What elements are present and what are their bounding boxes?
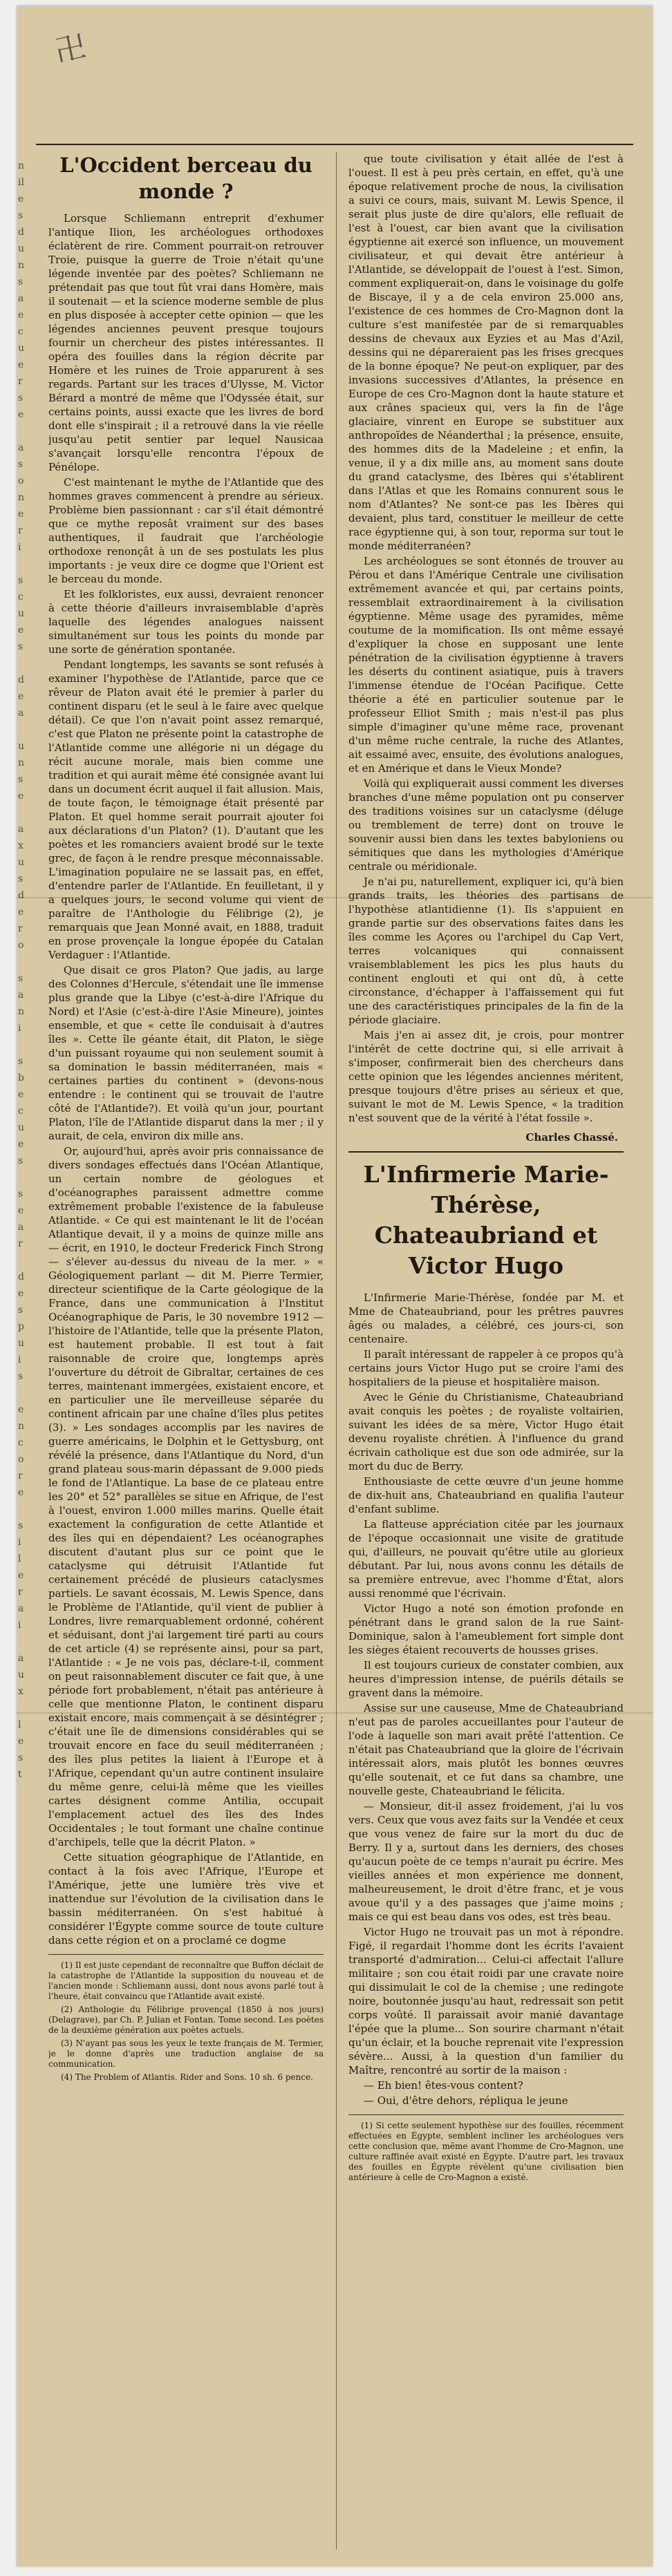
margin-fragment-char: e [18,1089,24,1100]
margin-fragment-char [18,721,44,738]
margin-fragment-char: x [18,1686,24,1697]
margin-fragment-char: e [18,1404,24,1415]
column-separator [336,152,337,2550]
footnote: (1) Il est juste cependant de reconnaître que Buffon déclait de la catastrophe de l'Atlantide la supposition du nouveau et de l'ancien monde : Schliemann aussi, dont nous avons parlé tout à l'heure, était convaincu que l'Atlantide avait existé. [48,1960,324,2001]
article-paragraph: Lorsque Schliemann entreprit d'exhumer l'antique Ilion, les archéologues orthodoxes éclatèrent de rire. Comment pourrait-on retrouver Troie, puisque la guerre de Troie n'était qu'une légende inventée par des poètes? Schliemann ne prétendait pas que tout fût vrai dans Homère, mais il soutenait — et la science moderne semble de plus en plus disposée à accepter cette opinion — que les légendes anciennes peuvent presque toujours fournir un chercheur des pistes intéressantes. Il opéra des fouilles dans la région décrite par Homère et les ruines de Troie apparurent à ses regards. Partant sur les traces d'Ulysse, M. Victor Bérard a montré de même que l'Odyssée était, sur certains points, aussi exacte que les livres de bord dont elle s'inspirait ; il a retrouvé dans la vie réelle jusqu'au petit sentier par lequel Nausicaa s'avançait lorsqu'elle rencontra l'époux de Pénélope. [48,212,324,473]
article-paragraph: Assise sur une causeuse, Mme de Chateaubriand n'eut pas de paroles accueillantes pour l'auteur de l'ode à laquelle son mari avait prêté l'attention. Ce n'était pas Chateaubriand que la gloire de l'écrivain intéressait alors, mais plutôt les bonnes œuvres qu'elle soutenait, et ce fut dans sa chambre, une nouvelle geste, Chateaubriand le félicita. [348,1702,624,1797]
margin-fragment-char: il [18,177,24,188]
margin-fragment-char: u [18,1122,25,1133]
article-paragraph: Enthousiaste de cette œuvre d'un jeune homme de dix-huit ans, Chateaubriand en qualifia l'auteur d'enfant sublime. [348,1475,624,1515]
margin-fragment-char: x [18,840,24,851]
margin-fragment-char: c [18,591,24,603]
torn-margin-fragment [18,158,44,1954]
margin-fragment-char: u [18,243,25,254]
margin-fragment-char: c [18,1437,24,1448]
article-paragraph: Victor Hugo a noté son émotion profonde en pénétrant dans le grand salon de la rue Saint-Dominique, salon à l'ameublement fort simple dont les sièges étaient recouverts de housses grises. [348,1602,624,1656]
margin-fragment-char: o [18,475,24,486]
margin-fragment-char [18,1169,44,1186]
margin-fragment-char: e [18,359,24,370]
article-paragraph: que toute civilisation y était allée de l'est à l'ouest. Il est à peu près certain, en effet, qu'à une époque relativement proche de nous, la civilisation a suivi ce cours, mais, suivant M. Lewis Spence, il serait plus juste de dire qu'alors, elle refluait de l'est à l'ouest, car bien avant que la civilisation égyptienne ait exercé son influence, un mouvement civilisateur, et qui devait être antérieur à l'Atlantide, se développait de l'ouest à l'est. Simon, comment expliquerait-on, dans le voisinage du golfe de Biscaye, il y a de cela environ 25.000 ans, l'existence de ces hommes de Cro-Magnon dont la culture s'est manifestée par de si remarquables dessins de chevaux aux Eyzies et au Mas d'Azil, dessins qui ne dépareraient pas les frises grecques de la bonne époque? Ne peut-on expliquer, par des invasions successives d'Atlantes, la présence en Europe de ces Cro-Magnon dont la haute stature et aux crânes spacieux qui, vers la fin de l'âge glaciaire, vinrent en Europe se substituer aux anthropoïdes de Néanderthal ; la présence, ensuite, des hommes dits de la Madeleine ; et enfin, la venue, il y a dix mille ans, au moment sans doute du grand cataclysme, des Ibères qui s'établirent dans l'Atlas et que les Romains connurent sous le nom d'Atlantes? Ne sont-ce pas les Ibères qui devaient, plus tard, constituer le meilleur de cette race égyptienne qui, à son tour, reporma sur tout le monde méditerranéen? [348,153,624,552]
top-rule [36,144,633,145]
article-paragraph: Voilà qui expliquerait aussi comment les diverses branches d'une même population ont pu conserver des traditions voisines sur un cataclysme (déluge ou tremblement de terre) dont on trouve le souvenir aussi bien dans les textes babyloniens ou sémitiques que dans les mythologies d'Amérique centrale ou méridionale. [348,777,624,873]
article-paragraph: — Eh bien! êtes-vous content? [364,2079,523,2092]
margin-fragment-char: a [18,708,24,719]
article-paragraph: Et les folkloristes, eux aussi, devraient renoncer à cette théorie d'ailleurs invraisemblable d'après laquelle des légendes analogues naissent simultanément sur tous les points du monde par une sorte de génération spontanée. [48,588,324,656]
margin-fragment-char: e [18,1205,24,1216]
article-title: L'Infirmerie Marie-Thérèse, Chateaubriand et Victor Hugo [363,1161,609,1279]
margin-fragment-char: d [18,890,24,901]
margin-fragment-char [18,1700,44,1716]
margin-fragment-char: n [18,160,25,171]
margin-fragment-char: a [18,824,24,835]
margin-fragment-char: n [18,492,25,503]
margin-fragment-char: i [18,542,21,553]
margin-fragment-char: e [18,790,24,802]
margin-fragment-char: r [18,1470,23,1481]
margin-fragment-char: n [18,757,25,768]
margin-fragment-char: a [18,293,24,304]
article-paragraph: Avec le Génie du Christianisme, Chateaubriand avait conquis les poètes ; de royaliste voltairien, suivant les idées de sa mère, Victor Hugo était devenu royaliste chrétien. À l'influence du grand écrivain catholique est due son ode admirée, sur la mort du duc de Berry. [348,1391,624,1472]
margin-fragment-char: s [18,1056,24,1067]
article-paragraph: Les archéologues se sont étonnés de trouver au Pérou et dans l'Amérique Centrale une civilisation extrêmement avancée et qui, par certains points, ressemblait extraordinairement à la civilisation égyptienne. Même usage des pyramides, même coutume de la momification. Ils ont même essayé d'expliquer la chose en supposant une lente pénétration de la civilisation égyptienne à travers les déserts du continent asiatique, puis à travers l'immense étendue de l'Océan Pacifique. Cette théorie a été en particulier soutenue par le professeur Elliot Smith ; mais n'est-il pas plus simple d'imaginer qu'une même race, provenant d'un même ruche centrale, la ruche des Atlantes, ait essaimé avec, ensuite, des évolutions analogues, et en Amérique et dans le Vieux Monde? [348,555,624,775]
margin-fragment-char: e [18,907,24,918]
article-paragraph: La flatteuse appréciation citée par les journaux de l'époque occasionnait une visite de gratitude qui, d'ailleurs, ne pouvait qu'être utile au glorieux débutant. Par lui, nous avons connu les détails de sa première entrevue, avec l'homme d'État, alors aussi renommé que l'écrivain. [348,1518,624,1600]
margin-fragment-char [18,1385,44,1401]
left-column [48,152,324,2474]
margin-fragment-char: r [18,525,23,536]
margin-fragment-char: a [18,1653,24,1664]
newspaper-clipping [17,6,653,2566]
margin-fragment-char: u [18,608,25,619]
margin-fragment-char: s [18,973,24,984]
margin-fragment-char: s [18,774,24,785]
margin-fragment-char: d [18,1271,24,1282]
margin-fragment-char: n [18,260,25,271]
margin-fragment-char [18,556,44,572]
margin-fragment-char: i [18,1023,21,1034]
margin-fragment-char: a [18,442,24,453]
margin-fragment-char: i [18,1354,21,1365]
margin-fragment-char: e [18,1736,24,1747]
margin-fragment-char [18,1501,44,1517]
margin-fragment-char: s [18,575,24,586]
footnote: (4) The Problem of Atlantis. Rider and Sons. 10 sh. 6 pence. [61,2072,313,2082]
margin-fragment-char: i [18,1537,21,1548]
margin-fragment-char: e [18,1288,24,1299]
article-paragraph: Victor Hugo ne trouvait pas un mot à répondre. Figé, il regardait l'homme dont les écrits l'avaient transporté d'admiration... Celui-ci affectait l'allure militaire ; son cou était roidi par une cravate noire qui dissimulait le col de la chemise ; une redingote noire, boutonnée jusqu'au haut, redressait son petit corps voûté. Il paraissait avoir manié davantage l'épée que la plume... Son sourire charmant n'était qu'un éclair, et la bouche reprenait vite l'expression sévère... Aussi, à la question d'un familier du Maître, rencontré au sortir de la maison : [348,1926,624,2076]
article-paragraph: C'est maintenant le mythe de l'Atlantide que des hommes graves commencent à prendre au sérieux. Problème bien passionnant : car s'il était démontré que ce mythe reposât vraiment sur des bases authentiques, il faudrait que l'archéologie orthodoxe renonçât à un de ses postulats les plus importants : je veux dire ce dogme que l'Orient est le berceau du monde. [48,476,324,585]
author-signature: Charles Chassé. [525,1131,618,1144]
right-column [348,152,624,2550]
article-title: L'Occident berceau du monde ? [59,153,312,203]
margin-fragment-char: a [18,989,24,1001]
margin-fragment-char [18,423,44,439]
margin-fragment-char [18,954,44,970]
footnote: (2) Anthologie du Félibrige provençal (1850 à nos jours) (Delagrave), par Ch. P. Julian et Fontan. Tome second. Les poètes de la deuxième génération aux poètes actuels. [48,2005,324,2035]
margin-fragment-char [18,1252,44,1269]
margin-fragment-char: u [18,1669,25,1680]
margin-fragment-char: c [18,1106,24,1117]
article-paragraph: Il est toujours curieux de constater combien, aux heures d'impression intense, de puérils détails se gravent dans la mémoire. [348,1659,624,1699]
margin-fragment-char [18,1633,44,1650]
footnotes [348,2114,624,2183]
margin-fragment-char: n [18,1421,25,1432]
margin-fragment-char: s [18,1520,24,1531]
margin-fragment-char: a [18,1222,24,1233]
margin-fragment-char: s [18,1305,24,1316]
margin-fragment-char: e [18,509,24,520]
margin-fragment-char: n [18,1006,25,1017]
margin-fragment-char: r [18,376,23,387]
margin-fragment-char: p [18,1321,24,1332]
article-paragraph: Que disait ce gros Platon? Que jadis, au large des Colonnes d'Hercule, s'étendait une île immense plus grande que la Libye (c'est-à-dire l'Afrique du Nord) et l'Asie (c'est-à-dire l'Asie Mineure), jointes ensemble, et que « cette île conduisait à d'autres îles ». Cette île géante était, dit Platon, le siège d'un puissant royaume qui non seulement soumit à sa domination le bassin méditerranéen, mais « certaines parties du continent » (devons-nous entendre : le continent qui se trouvait de l'autre côté de l'Atlantide?). Et voilà qu'un jour, pourtant Platon, l'île de l'Atlantide disparut dans la mer ; il y aurait, de cela, environ dix mille ans. [48,964,324,1142]
margin-fragment-char: e [18,1570,24,1581]
margin-fragment-char: r [18,1587,23,1598]
margin-fragment-char: d [18,674,24,685]
margin-fragment-char: s [18,873,24,884]
margin-fragment-char: e [18,691,24,702]
margin-fragment-char: l [18,1553,21,1564]
margin-fragment-char: s [18,276,24,287]
margin-fragment-char: c [18,326,24,337]
margin-fragment-char: s [18,210,24,221]
margin-fragment-char: s [18,1752,24,1763]
margin-fragment-char: e [18,193,24,205]
margin-fragment-char: i [18,1620,21,1631]
footnotes [48,1954,324,2083]
margin-fragment-char: u [18,343,25,354]
margin-fragment-char: u [18,1338,25,1349]
article-paragraph: — Monsieur, dit-il assez froidement, j'ai lu vos vers. Ceux que vous avez faits sur la Vendée et ceux que vous venez de faire sur la mort du duc de Berry. Il y a, surtout dans les derniers, des choses qu'aucun poète de ce temps n'aurait pu écrire. Mes vieilles années et mon expérience me donnent, malheureusement, le droit d'être franc, et je vous avoue qu'il y a des passages que j'aime moins ; mais ce qui est beau dans vos odes, est très beau. [348,1800,624,1923]
article-paragraph: — Oui, d'être dehors, répliqua le jeune [364,2094,568,2107]
margin-fragment-char: t [18,1769,22,1780]
margin-fragment-char: a [18,1603,24,1614]
margin-fragment-char: e [18,1487,24,1498]
handwritten-mark: 卍 [52,28,89,70]
margin-fragment-char: e [18,409,24,420]
margin-fragment-char: o [18,1454,24,1465]
article-paragraph: Cette situation géographique de l'Atlantide, en contact à la fois avec l'Afrique, l'Europe et l'Amérique, jette une lumière très vive et inattendue sur l'évolution de la civilisation dans le bassin méditerranéen. On s'est habitué à considérer l'Égypte comme source de toute culture dans cette région et on a proclamé ce dogme [48,1851,324,1947]
article-paragraph: Or, aujourd'hui, après avoir pris connaissance de divers sondages effectués dans l'Océan Atlantique, un certain nombre de géologues et d'océanographes paraissent admettre comme extrêmement probable l'existence de la fabuleuse Atlantide. « Ce qui est maintenant le lit de l'océan Atlantique devait, il y a moins de quinze mille ans — écrit, en 1910, le docteur Frederick Finch Strong — s'élever au-dessus du niveau de la mer. » « Géologiquement parlant — dit M. Pierre Termier, directeur scientifique de la Carte géologique de la France, dans une communication à l'Institut Océanographique de Paris, le 30 novembre 1912 — l'histoire de l'Atlantide, telle que la présente Platon, est hautement probable. Il est tout à fait raisonnable de croire que, longtemps après l'ouverture du détroit de Gibraltar, certaines de ces terres, maintenant immergées, existaient encore, et en particulier une île merveilleuse séparée du continent africain par une chaîne d'îles plus petites (3). » Les sondages accomplis par les navires de guerre américains, le Dolphin et le Gettysburg, ont révélé la présence, dans l'Atlantique du Nord, d'un grand plateau sous-marin dépassant de 9.000 pieds le fond de l'Atlantique. La base de ce plateau entre les 20° et 52° parallèles se situe en Afrique, de l'est à l'ouest, environ 1.000 milles marins. Quelle était exactement la configuration de cette Atlantide et des îles qui en dépendaient? Les océanographes discutent d'autant plus sur ce point que le cataclysme qui détruisit l'Atlantide fut certainement précédé de plusieurs cataclysmes partiels. Le savant écossais, M. Lewis Spence, dans le Problème de l'Atlantide, qu'il vient de publier à Londres, livre remarquablement ordonné, cohérent et séduisant, dont j'ai largement tiré parti au cours de cet article (4) se représente ainsi, pour sa part, l'Atlantide : « Je ne vois pas, déclare-t-il, comment on peut raisonnablement discuter ce fait que, à une période fort probablement, n'était pas antérieure à celle que mentionne Platon, le continent disparu existait encore, mais commençait à se désintégrer ; c'était une île de dimensions considérables qui se trouvait encore en face du seuil méditerranéen ; des îles plus petites la liaient à l'Europe et à l'Afrique, cependant qu'un autre continent insulaire du même genre, celui-là même que les vieilles cartes désignent comme Antilia, occupait l'emplacement actuel des îles des Indes Occidentales ; le tout formant une chaîne continue d'archipels, telle que la décrit Platon. » [48,1145,324,1848]
article-paragraph: Pendant longtemps, les savants se sont refusés à examiner l'hypothèse de l'Atlantide, parce que ce rêveur de Platon avait été le premier à parler du continent disparu (et le seul à le faire avec quelque détail). Ce que l'on n'avait point assez remarqué, c'est que Platon ne présente point la catastrophe de l'Atlantide comme une allégorie ni un dégage du récit aucune morale, mais bien comme une tradition et qui aurait même été consignée avant lui dans un document écrit auquel il fait allusion. Mais, de toute façon, le témoignage était présenté par Platon. Et quel homme serait pourrait ajouter foi aux déclarations d'un Platon? (1). D'autant que les poètes et les romanciers avaient brodé sur le texte grec, de façon à le rendre presque méconnaissable. L'imagination populaire ne se lassait pas, en effet, d'entendre parler de l'Atlantide. En feuilletant, il y a quelques jours, le second volume qui vient de paraître de l'Anthologie du Félibrige (2), je remarquais que Jean Monné avait, en 1888, traduit en prose provençale la longue épopée du Catalan Verdaguer : l'Atlantide. [48,659,324,961]
article-divider [348,1151,624,1153]
margin-fragment-char: o [18,940,24,951]
margin-fragment-char: e [18,310,24,321]
margin-fragment-char: l [18,1719,21,1730]
margin-fragment-char: s [18,459,24,470]
margin-fragment-char [18,655,44,672]
article-paragraph: Il paraît intéressant de rappeler à ce propos qu'à certains jours Victor Hugo put se croire l'ami des hospitaliers de la pieuse et hospitalière maison. [348,1348,624,1388]
margin-fragment-char: s [18,641,24,652]
footnote: (1) Si cette seulement hypothèse sur des fouilles, récemment effectuées en Égypte, semblent incliner les archéologues vers cette conclusion que, même avant l'homme de Cro-Magnon, une culture raffinée avait existé en Égypte. D'autre part, les travaux des fouilles en Égypte révèlent qu'une civilisation bien antérieure à celle de Cro-Magnon a existé. [348,2121,624,2182]
margin-fragment-char [18,1036,44,1053]
article-paragraph: L'Infirmerie Marie-Thérèse, fondée par M. et Mme de Chateaubriand, pour les prêtres pauvres âgés ou malades, a célébré, ces jours-ci, son centenaire. [348,1291,624,1345]
margin-fragment-char: e [18,625,24,636]
margin-fragment-char: b [18,1072,24,1083]
article-paragraph: Mais j'en ai assez dit, je crois, pour montrer l'intérêt de cette doctrine qui, si elle arrivait à s'imposer, confirmerait bien des chercheurs dans cette opinion que les légendes anciennes méritent, presque toujours d'être prises au sérieux et que, suivant le mot de M. Lewis Spence, « la tradition n'est souvent que de la vérité à l'état fossile ». [348,1029,624,1124]
article-paragraph: Je n'ai pu, naturellement, expliquer ici, qu'à bien grands traits, les théories des partisans de l'hypothèse atlantidienne (1). Ils s'appuient en grande partie sur des observations faites dans les îles comme les Açores ou l'archipel du Cap Vert, terres volcaniques qui connaissent vraisemblablement les pics les plus hauts du continent englouti et qui ont dû, à cette circonstance, d'échapper à l'affaissement qui fut une des caractéristiques principales de la fin de la période glaciaire. [348,875,624,1026]
margin-fragment-char [18,804,44,821]
margin-fragment-char: s [18,1188,24,1200]
margin-fragment-char: r [18,1238,23,1249]
margin-fragment-char: s [18,1155,24,1166]
margin-fragment-char: u [18,741,25,752]
margin-fragment-char: r [18,923,23,934]
margin-fragment-char: d [18,227,24,238]
margin-fragment-char: u [18,857,25,868]
footnote: (3) N'ayant pas sous les yeux le texte français de M. Termier, je le donne d'après une traduction anglaise de sa communication. [48,2038,324,2069]
margin-fragment-char: e [18,1139,24,1150]
margin-fragment-char: s [18,1371,24,1382]
margin-fragment-char: s [18,392,24,404]
